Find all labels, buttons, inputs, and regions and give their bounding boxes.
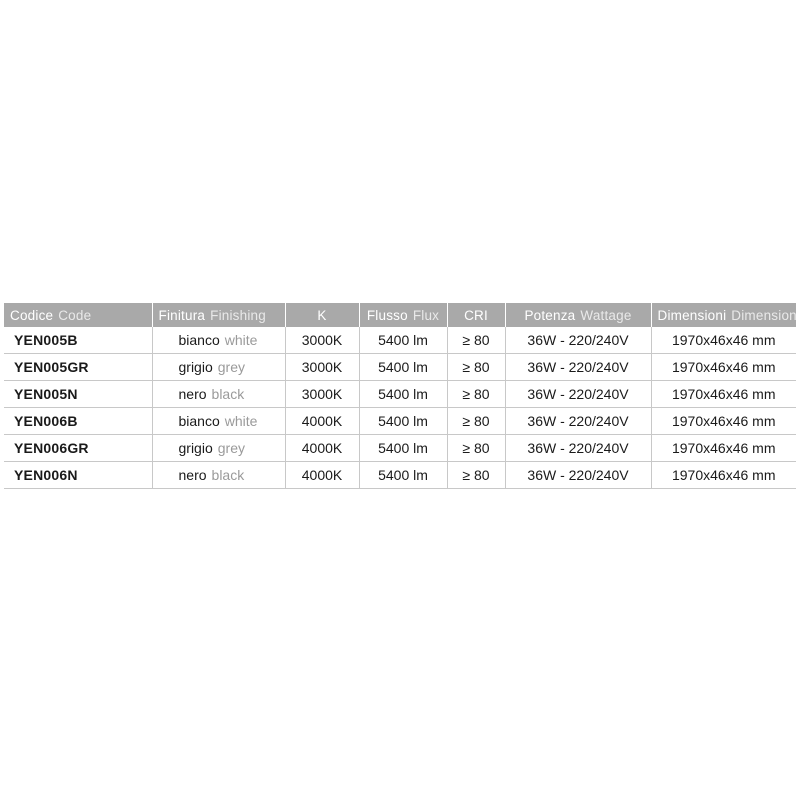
cell-finishing-en: grey (217, 440, 245, 456)
cell-flux: 5400 lm (359, 435, 447, 462)
column-header-flux-it: Flusso (366, 307, 408, 323)
cell-finishing-en: black (211, 386, 245, 402)
cell-code: YEN006GR (4, 435, 152, 462)
cell-finishing-it: grigio (178, 359, 213, 375)
cell-cri: ≥ 80 (447, 381, 505, 408)
table-row (4, 435, 796, 462)
cell-wattage: 36W - 220/240V (505, 408, 651, 435)
column-header-finishing (152, 303, 285, 327)
cell-code: YEN006N (4, 462, 152, 489)
cell-finishing (152, 381, 285, 408)
cell-finishing (152, 408, 285, 435)
table-header-row (4, 303, 796, 327)
column-header-flux-en: Flux (412, 307, 440, 323)
specification-table (4, 303, 796, 489)
cell-wattage: 36W - 220/240V (505, 435, 651, 462)
cell-kelvin: 4000K (285, 408, 359, 435)
table-header (4, 303, 796, 327)
cell-finishing-it: grigio (178, 440, 213, 456)
cell-wattage: 36W - 220/240V (505, 381, 651, 408)
cell-code: YEN005B (4, 327, 152, 354)
column-header-flux (359, 303, 447, 327)
cell-finishing-en: white (224, 413, 258, 429)
column-header-cri-it: CRI (464, 307, 488, 323)
column-header-cri (447, 303, 505, 327)
cell-finishing (152, 354, 285, 381)
cell-finishing (152, 435, 285, 462)
column-header-wattage-en: Wattage (580, 307, 632, 323)
column-header-code (4, 303, 152, 327)
cell-code: YEN006B (4, 408, 152, 435)
column-header-dimension-en: Dimension (731, 307, 797, 323)
cell-flux: 5400 lm (359, 354, 447, 381)
cell-dimension: 1970x46x46 mm (651, 435, 796, 462)
column-header-code-en: Code (58, 307, 92, 323)
column-header-finishing-it: Finitura (158, 307, 206, 323)
cell-dimension: 1970x46x46 mm (651, 354, 796, 381)
cell-finishing (152, 462, 285, 489)
cell-dimension: 1970x46x46 mm (651, 462, 796, 489)
cell-finishing-it: bianco (178, 332, 220, 348)
cell-code: YEN005GR (4, 354, 152, 381)
cell-dimension: 1970x46x46 mm (651, 408, 796, 435)
cell-finishing-en: black (211, 467, 245, 483)
cell-cri: ≥ 80 (447, 462, 505, 489)
cell-cri: ≥ 80 (447, 408, 505, 435)
column-header-dimension (651, 303, 796, 327)
cell-flux: 5400 lm (359, 381, 447, 408)
table-body (4, 327, 796, 489)
cell-cri: ≥ 80 (447, 327, 505, 354)
cell-finishing (152, 327, 285, 354)
table-row (4, 462, 796, 489)
cell-cri: ≥ 80 (447, 435, 505, 462)
cell-wattage: 36W - 220/240V (505, 354, 651, 381)
table-row (4, 381, 796, 408)
cell-wattage: 36W - 220/240V (505, 462, 651, 489)
cell-wattage: 36W - 220/240V (505, 327, 651, 354)
table-row (4, 354, 796, 381)
column-header-code-it: Codice (10, 307, 54, 323)
cell-cri: ≥ 80 (447, 354, 505, 381)
cell-kelvin: 3000K (285, 381, 359, 408)
column-header-wattage (505, 303, 651, 327)
cell-kelvin: 4000K (285, 435, 359, 462)
cell-finishing-it: bianco (178, 413, 220, 429)
cell-flux: 5400 lm (359, 408, 447, 435)
column-header-finishing-en: Finishing (210, 307, 266, 323)
cell-finishing-it: nero (178, 467, 207, 483)
table-row (4, 408, 796, 435)
column-header-kelvin-it: K (317, 307, 327, 323)
cell-kelvin: 3000K (285, 354, 359, 381)
cell-finishing-en: grey (217, 359, 245, 375)
cell-kelvin: 3000K (285, 327, 359, 354)
cell-flux: 5400 lm (359, 327, 447, 354)
cell-flux: 5400 lm (359, 462, 447, 489)
cell-finishing-en: white (224, 332, 258, 348)
cell-finishing-it: nero (178, 386, 207, 402)
cell-dimension: 1970x46x46 mm (651, 381, 796, 408)
table-row (4, 327, 796, 354)
cell-code: YEN005N (4, 381, 152, 408)
column-header-dimension-it: Dimensioni (657, 307, 727, 323)
cell-dimension: 1970x46x46 mm (651, 327, 796, 354)
column-header-kelvin (285, 303, 359, 327)
column-header-wattage-it: Potenza (524, 307, 576, 323)
cell-kelvin: 4000K (285, 462, 359, 489)
specification-table-container (4, 303, 796, 489)
